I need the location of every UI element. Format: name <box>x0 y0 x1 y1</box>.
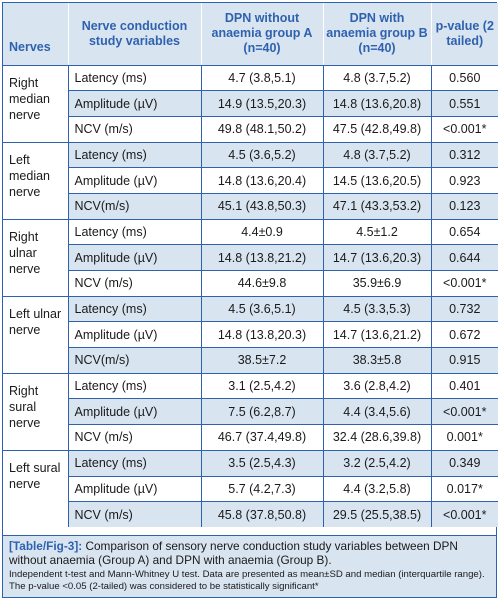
variable-cell: Amplitude (µV) <box>68 476 201 502</box>
variable-cell: NCV(m/s) <box>68 348 201 374</box>
p-value-cell: <0.001* <box>431 502 498 528</box>
p-value-cell: 0.017* <box>431 476 498 502</box>
p-value-cell: <0.001* <box>431 116 498 142</box>
nerve-cell: Left sural nerve <box>3 450 68 527</box>
variable-cell: Amplitude (µV) <box>68 91 201 117</box>
data-table <box>3 3 498 527</box>
p-value-cell: 0.560 <box>431 65 498 91</box>
table-row <box>3 399 498 425</box>
header-row <box>3 3 498 65</box>
table-caption <box>3 535 496 597</box>
caption-text: Comparison of sensory nerve conduction study variables between DPN without anaemia (Group A) and DPN with anaemia (Group B). <box>9 539 458 567</box>
group-b-cell: 14.8 (13.6,20.8) <box>323 91 431 117</box>
table-row <box>3 425 498 451</box>
group-a-cell: 4.5 (3.6,5.1) <box>201 296 323 322</box>
table-row <box>3 142 498 168</box>
variable-cell: NCV (m/s) <box>68 502 201 528</box>
group-a-cell: 45.1 (43.8,50.3) <box>201 193 323 219</box>
p-value-cell: 0.401 <box>431 373 498 399</box>
table-row <box>3 502 498 528</box>
header-nerves: Nerves <box>3 3 68 65</box>
header-group-b: DPN with anaemia group B (n=40) <box>323 3 431 65</box>
caption-label: [Table/Fig-3]: <box>9 539 83 553</box>
table-row <box>3 91 498 117</box>
group-b-cell: 32.4 (28.6,39.8) <box>323 425 431 451</box>
group-b-cell: 47.5 (42.8,49.8) <box>323 116 431 142</box>
table-figure <box>2 2 497 598</box>
table-row <box>3 476 498 502</box>
table-row <box>3 373 498 399</box>
variable-cell: Latency (ms) <box>68 65 201 91</box>
p-value-cell: 0.915 <box>431 348 498 374</box>
p-value-cell: 0.644 <box>431 245 498 271</box>
variable-cell: NCV (m/s) <box>68 116 201 142</box>
variable-cell: NCV(m/s) <box>68 193 201 219</box>
header-group-a: DPN without anaemia group A (n=40) <box>201 3 323 65</box>
group-a-cell: 4.5 (3.6,5.2) <box>201 142 323 168</box>
table-row <box>3 271 498 297</box>
variable-cell: Latency (ms) <box>68 296 201 322</box>
group-b-cell: 4.4 (3.2,5.8) <box>323 476 431 502</box>
variable-cell: Amplitude (µV) <box>68 168 201 194</box>
nerve-cell: Right ulnar nerve <box>3 219 68 296</box>
header-p-value: p-value (2 tailed) <box>431 3 498 65</box>
variable-cell: NCV (m/s) <box>68 425 201 451</box>
group-b-cell: 4.5±1.2 <box>323 219 431 245</box>
variable-cell: Amplitude (µV) <box>68 399 201 425</box>
p-value-cell: <0.001* <box>431 271 498 297</box>
group-a-cell: 14.8 (13.8,20.3) <box>201 322 323 348</box>
header-variables: Nerve conduction study variables <box>68 3 201 65</box>
group-a-cell: 3.1 (2.5,4.2) <box>201 373 323 399</box>
group-a-cell: 7.5 (6.2,8.7) <box>201 399 323 425</box>
p-value-cell: 0.001* <box>431 425 498 451</box>
caption-note: Independent t-test and Mann-Whitney U test. Data are presented as mean±SD and median (interquartile range). The p-value <0.05 (2-tailed) was considered to be statistically significant* <box>9 569 485 592</box>
group-a-cell: 14.8 (13.8,21.2) <box>201 245 323 271</box>
group-b-cell: 4.8 (3.7,5.2) <box>323 65 431 91</box>
nerve-cell: Right sural nerve <box>3 373 68 450</box>
group-a-cell: 3.5 (2.5,4.3) <box>201 450 323 476</box>
table-row <box>3 322 498 348</box>
group-a-cell: 4.4±0.9 <box>201 219 323 245</box>
group-a-cell: 4.7 (3.8,5.1) <box>201 65 323 91</box>
nerve-cell: Right median nerve <box>3 65 68 142</box>
group-b-cell: 4.5 (3.3,5.3) <box>323 296 431 322</box>
group-a-cell: 14.8 (13.6,20.4) <box>201 168 323 194</box>
table-row <box>3 348 498 374</box>
group-a-cell: 5.7 (4.2,7.3) <box>201 476 323 502</box>
p-value-cell: 0.312 <box>431 142 498 168</box>
group-a-cell: 44.6±9.8 <box>201 271 323 297</box>
variable-cell: Latency (ms) <box>68 142 201 168</box>
table-row <box>3 65 498 91</box>
group-b-cell: 3.6 (2.8,4.2) <box>323 373 431 399</box>
table-row <box>3 193 498 219</box>
group-b-cell: 29.5 (25.5,38.5) <box>323 502 431 528</box>
table-row <box>3 116 498 142</box>
group-a-cell: 38.5±7.2 <box>201 348 323 374</box>
p-value-cell: <0.001* <box>431 399 498 425</box>
group-b-cell: 14.5 (13.6,20.5) <box>323 168 431 194</box>
group-a-cell: 49.8 (48.1,50.2) <box>201 116 323 142</box>
nerve-cell: Left ulnar nerve <box>3 296 68 373</box>
p-value-cell: 0.551 <box>431 91 498 117</box>
group-a-cell: 46.7 (37.4,49.8) <box>201 425 323 451</box>
p-value-cell: 0.349 <box>431 450 498 476</box>
p-value-cell: 0.123 <box>431 193 498 219</box>
table-row <box>3 296 498 322</box>
group-a-cell: 45.8 (37.8,50.8) <box>201 502 323 528</box>
group-b-cell: 14.7 (13.6,21.2) <box>323 322 431 348</box>
group-b-cell: 47.1 (43.3,53.2) <box>323 193 431 219</box>
group-b-cell: 35.9±6.9 <box>323 271 431 297</box>
variable-cell: Amplitude (µV) <box>68 322 201 348</box>
table-row <box>3 168 498 194</box>
variable-cell: Latency (ms) <box>68 450 201 476</box>
group-a-cell: 14.9 (13.5,20.3) <box>201 91 323 117</box>
p-value-cell: 0.923 <box>431 168 498 194</box>
table-row <box>3 450 498 476</box>
group-b-cell: 38.3±5.8 <box>323 348 431 374</box>
group-b-cell: 4.8 (3.7,5.2) <box>323 142 431 168</box>
table-body <box>3 65 498 527</box>
p-value-cell: 0.732 <box>431 296 498 322</box>
variable-cell: Latency (ms) <box>68 219 201 245</box>
variable-cell: NCV (m/s) <box>68 271 201 297</box>
variable-cell: Amplitude (µV) <box>68 245 201 271</box>
p-value-cell: 0.654 <box>431 219 498 245</box>
group-b-cell: 14.7 (13.6,20.3) <box>323 245 431 271</box>
group-b-cell: 3.2 (2.5,4.2) <box>323 450 431 476</box>
variable-cell: Latency (ms) <box>68 373 201 399</box>
nerve-cell: Left median nerve <box>3 142 68 219</box>
group-b-cell: 4.4 (3.4,5.6) <box>323 399 431 425</box>
table-row <box>3 245 498 271</box>
p-value-cell: 0.672 <box>431 322 498 348</box>
caption-main <box>9 539 490 567</box>
table-row <box>3 219 498 245</box>
